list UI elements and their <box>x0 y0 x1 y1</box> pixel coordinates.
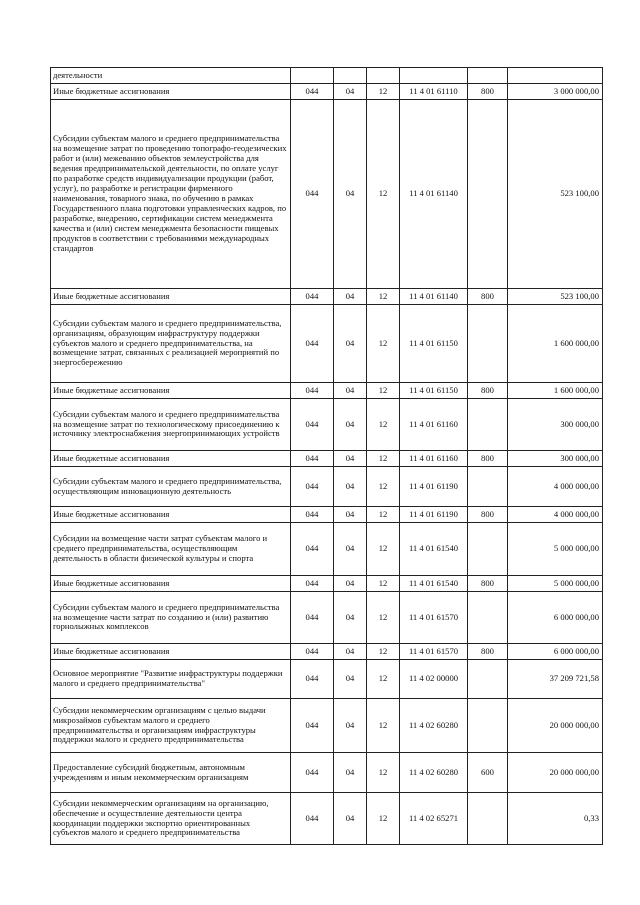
target-article-cell: 11 4 02 60280 <box>400 753 468 793</box>
expense-type-cell: 800 <box>468 289 508 305</box>
ministry-code-cell: 044 <box>291 84 334 100</box>
ministry-code-cell: 044 <box>291 467 334 507</box>
section-code-cell: 04 <box>334 383 367 399</box>
table-row <box>51 793 603 845</box>
section-code-cell: 04 <box>334 576 367 592</box>
table-row <box>51 84 603 100</box>
expense-type-cell: 800 <box>468 507 508 523</box>
table-row <box>51 289 603 305</box>
section-code-cell: 04 <box>334 644 367 660</box>
row-name-cell: Основное мероприятие "Развитие инфраструктуры поддержки малого и среднего предпринимательства" <box>51 660 291 699</box>
amount-cell: 1 600 000,00 <box>508 383 603 399</box>
ministry-code-cell: 044 <box>291 451 334 467</box>
target-article-cell: 11 4 02 65271 <box>400 793 468 845</box>
amount-cell: 1 600 000,00 <box>508 305 603 383</box>
ministry-code-cell: 044 <box>291 699 334 753</box>
ministry-code-cell: 044 <box>291 383 334 399</box>
section-code-cell: 04 <box>334 793 367 845</box>
table-row <box>51 68 603 84</box>
target-article-cell: 11 4 01 61160 <box>400 399 468 451</box>
ministry-code-cell: 044 <box>291 305 334 383</box>
section-code-cell: 04 <box>334 451 367 467</box>
amount-cell: 4 000 000,00 <box>508 507 603 523</box>
subsection-code-cell: 12 <box>367 699 400 753</box>
row-name-cell: Иные бюджетные ассигнования <box>51 576 291 592</box>
subsection-code-cell: 12 <box>367 576 400 592</box>
amount-cell: 4 000 000,00 <box>508 467 603 507</box>
amount-cell: 5 000 000,00 <box>508 576 603 592</box>
ministry-code-cell: 044 <box>291 289 334 305</box>
section-code-cell: 04 <box>334 523 367 576</box>
amount-cell: 37 209 721,58 <box>508 660 603 699</box>
row-name-cell: Субсидии субъектам малого и среднего предпринимательства на возмещение затрат по технологическому присоединению к источнику электроснабжения энергопринимающих устройств <box>51 399 291 451</box>
section-code-cell: 04 <box>334 399 367 451</box>
expense-type-cell <box>468 399 508 451</box>
subsection-code-cell: 12 <box>367 507 400 523</box>
row-name-cell: Предоставление субсидий бюджетным, автономным учреждениям и иным некоммерческим организациям <box>51 753 291 793</box>
target-article-cell <box>400 68 468 84</box>
expense-type-cell: 800 <box>468 383 508 399</box>
target-article-cell: 11 4 01 61190 <box>400 467 468 507</box>
row-name-cell: Субсидии некоммерческим организациям на организацию, обеспечение и осуществление деятельности центра координации поддержки экспортно ориентированных субъектов малого и среднего предпринимательства <box>51 793 291 845</box>
target-article-cell: 11 4 01 61570 <box>400 644 468 660</box>
row-name-cell: Субсидии субъектам малого и среднего предпринимательства на возмещение части затрат по созданию и (или) развитию горнолыжных комплексов <box>51 592 291 644</box>
section-code-cell: 04 <box>334 660 367 699</box>
ministry-code-cell: 044 <box>291 523 334 576</box>
table-row <box>51 507 603 523</box>
ministry-code-cell: 044 <box>291 100 334 289</box>
table-row <box>51 100 603 289</box>
budget-table <box>50 67 603 845</box>
section-code-cell: 04 <box>334 699 367 753</box>
row-name-cell: Иные бюджетные ассигнования <box>51 644 291 660</box>
table-row <box>51 451 603 467</box>
amount-cell: 300 000,00 <box>508 451 603 467</box>
target-article-cell: 11 4 01 61160 <box>400 451 468 467</box>
target-article-cell: 11 4 01 61540 <box>400 576 468 592</box>
amount-cell: 20 000 000,00 <box>508 699 603 753</box>
subsection-code-cell: 12 <box>367 383 400 399</box>
subsection-code-cell: 12 <box>367 523 400 576</box>
subsection-code-cell: 12 <box>367 100 400 289</box>
table-row <box>51 576 603 592</box>
expense-type-cell <box>468 523 508 576</box>
expense-type-cell <box>468 699 508 753</box>
amount-cell: 6 000 000,00 <box>508 644 603 660</box>
target-article-cell: 11 4 01 61140 <box>400 100 468 289</box>
subsection-code-cell: 12 <box>367 305 400 383</box>
table-row <box>51 644 603 660</box>
ministry-code-cell: 044 <box>291 644 334 660</box>
target-article-cell: 11 4 01 61570 <box>400 592 468 644</box>
expense-type-cell <box>468 793 508 845</box>
target-article-cell: 11 4 02 60280 <box>400 699 468 753</box>
subsection-code-cell: 12 <box>367 592 400 644</box>
subsection-code-cell: 12 <box>367 793 400 845</box>
table-row <box>51 383 603 399</box>
subsection-code-cell: 12 <box>367 753 400 793</box>
expense-type-cell <box>468 305 508 383</box>
subsection-code-cell: 12 <box>367 451 400 467</box>
section-code-cell: 04 <box>334 507 367 523</box>
table-row <box>51 399 603 451</box>
amount-cell: 20 000 000,00 <box>508 753 603 793</box>
ministry-code-cell: 044 <box>291 576 334 592</box>
row-name-cell: Иные бюджетные ассигнования <box>51 507 291 523</box>
ministry-code-cell <box>291 68 334 84</box>
section-code-cell <box>334 68 367 84</box>
ministry-code-cell: 044 <box>291 592 334 644</box>
expense-type-cell: 800 <box>468 644 508 660</box>
ministry-code-cell: 044 <box>291 507 334 523</box>
row-name-cell: Субсидии некоммерческим организациям с целью выдачи микрозаймов субъектам малого и среднего предпринимательства и организациям инфраструктуры поддержки малого и среднего предпринимательства <box>51 699 291 753</box>
section-code-cell: 04 <box>334 467 367 507</box>
amount-cell: 6 000 000,00 <box>508 592 603 644</box>
subsection-code-cell: 12 <box>367 84 400 100</box>
table-body <box>51 68 603 845</box>
expense-type-cell: 800 <box>468 84 508 100</box>
subsection-code-cell: 12 <box>367 289 400 305</box>
amount-cell: 523 100,00 <box>508 289 603 305</box>
expense-type-cell: 600 <box>468 753 508 793</box>
target-article-cell: 11 4 01 61150 <box>400 305 468 383</box>
amount-cell: 300 000,00 <box>508 399 603 451</box>
row-name-cell: Иные бюджетные ассигнования <box>51 84 291 100</box>
amount-cell: 523 100,00 <box>508 100 603 289</box>
expense-type-cell: 800 <box>468 451 508 467</box>
ministry-code-cell: 044 <box>291 793 334 845</box>
row-name-cell: Субсидии субъектам малого и среднего предпринимательства, организациям, образующим инфраструктуру поддержки субъектов малого и среднего предпринимательства, на возмещение затрат, связанных с реализацией мероприятий по энергосбережению <box>51 305 291 383</box>
section-code-cell: 04 <box>334 305 367 383</box>
amount-cell <box>508 68 603 84</box>
table-row <box>51 467 603 507</box>
section-code-cell: 04 <box>334 289 367 305</box>
row-name-cell: Субсидии субъектам малого и среднего предпринимательства на возмещение затрат по проведению топографо-геодезических работ и (или) межеванию объектов землеустройства для ведения предпринимательской деятельности, по оплате услуг по разработке средств индивидуализации продукции (работ, услуг), по разработке и регистрации фирменного наименования, товарного знака, по обучению в рамках Государственного плана подготовки управленческих кадров, по разработке, внедрению, сертификации систем менеджмента качества и (или) систем менеджмента безопасности пищевых продуктов в соответствии с требованиями международных стандартов <box>51 100 291 289</box>
table-row <box>51 592 603 644</box>
target-article-cell: 11 4 01 61150 <box>400 383 468 399</box>
section-code-cell: 04 <box>334 592 367 644</box>
subsection-code-cell: 12 <box>367 660 400 699</box>
row-name-cell: Иные бюджетные ассигнования <box>51 451 291 467</box>
amount-cell: 0,33 <box>508 793 603 845</box>
ministry-code-cell: 044 <box>291 399 334 451</box>
table-row <box>51 699 603 753</box>
section-code-cell: 04 <box>334 100 367 289</box>
expense-type-cell <box>468 660 508 699</box>
row-name-cell: Субсидии на возмещение части затрат субъектам малого и среднего предпринимательства, осуществляющим деятельность в области физической культуры и спорта <box>51 523 291 576</box>
target-article-cell: 11 4 01 61140 <box>400 289 468 305</box>
ministry-code-cell: 044 <box>291 753 334 793</box>
subsection-code-cell: 12 <box>367 467 400 507</box>
expense-type-cell <box>468 100 508 289</box>
ministry-code-cell: 044 <box>291 660 334 699</box>
table-row <box>51 753 603 793</box>
expense-type-cell <box>468 68 508 84</box>
row-name-cell: деятельности <box>51 68 291 84</box>
target-article-cell: 11 4 01 61190 <box>400 507 468 523</box>
amount-cell: 5 000 000,00 <box>508 523 603 576</box>
section-code-cell: 04 <box>334 753 367 793</box>
amount-cell: 3 000 000,00 <box>508 84 603 100</box>
subsection-code-cell <box>367 68 400 84</box>
table-row <box>51 660 603 699</box>
target-article-cell: 11 4 02 00000 <box>400 660 468 699</box>
target-article-cell: 11 4 01 61110 <box>400 84 468 100</box>
row-name-cell: Субсидии субъектам малого и среднего предпринимательства, осуществляющим инновационную деятельность <box>51 467 291 507</box>
expense-type-cell <box>468 467 508 507</box>
target-article-cell: 11 4 01 61540 <box>400 523 468 576</box>
row-name-cell: Иные бюджетные ассигнования <box>51 383 291 399</box>
section-code-cell: 04 <box>334 84 367 100</box>
subsection-code-cell: 12 <box>367 399 400 451</box>
row-name-cell: Иные бюджетные ассигнования <box>51 289 291 305</box>
expense-type-cell: 800 <box>468 576 508 592</box>
expense-type-cell <box>468 592 508 644</box>
subsection-code-cell: 12 <box>367 644 400 660</box>
table-row <box>51 523 603 576</box>
table-row <box>51 305 603 383</box>
